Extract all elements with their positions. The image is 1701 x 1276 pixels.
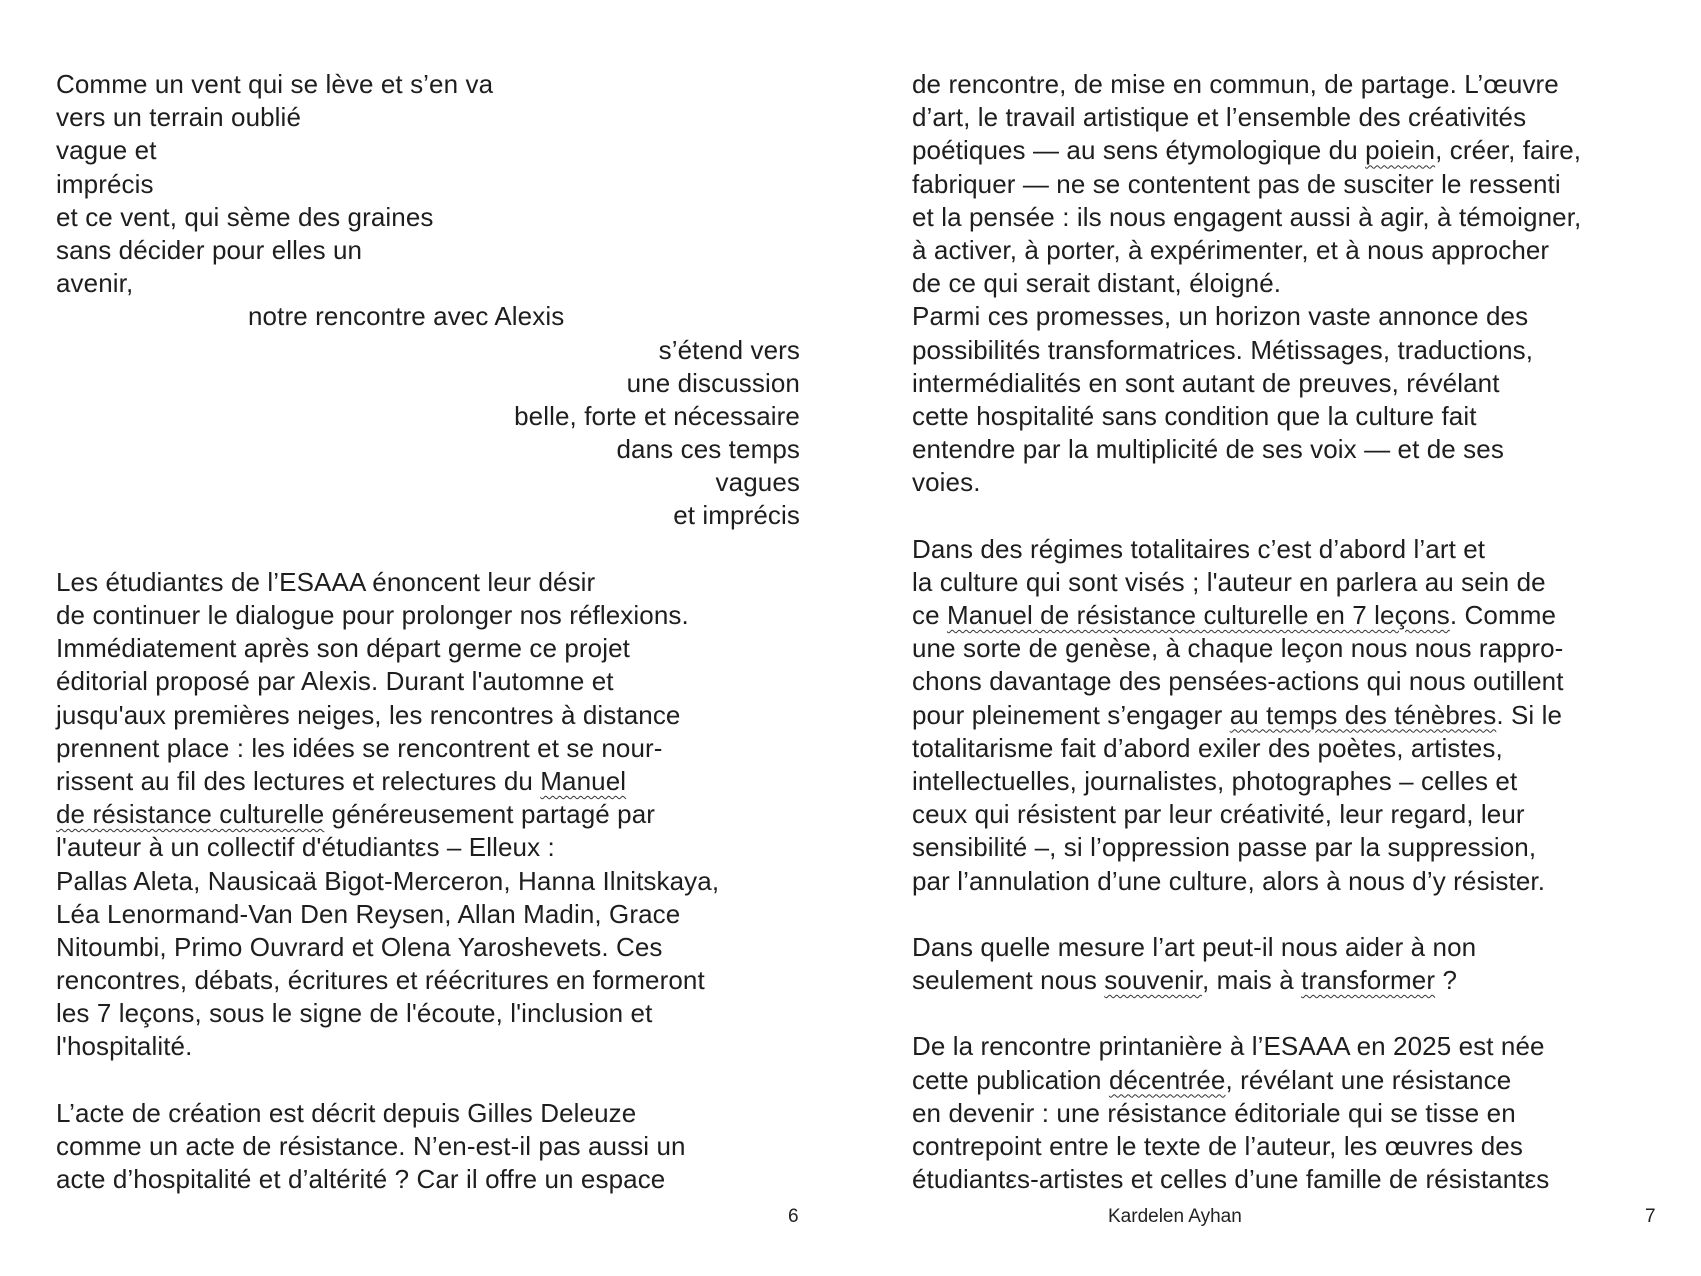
text-line	[912, 699, 1672, 732]
text-line: cette hospitalité sans condition que la culture fait	[912, 400, 1477, 431]
text-segment: . Si le	[1496, 699, 1563, 730]
text-segment: , créer, faire,	[1435, 135, 1582, 166]
paragraph-gap	[56, 1064, 816, 1097]
poem-line: vers un terrain oublié	[56, 102, 301, 133]
right-text-column	[912, 68, 1672, 1196]
paragraph-publication	[912, 1030, 1672, 1196]
text-line: Dans des régimes totalitaires c’est d’abord l’art et	[912, 533, 1486, 564]
book-title-underlined: de résistance culturelle	[56, 799, 325, 830]
text-line	[912, 599, 1672, 632]
paragraph-gap	[912, 898, 1672, 931]
running-head-author: Kardelen Ayhan	[1108, 1206, 1242, 1227]
text-line: et la pensée : ils nous engagent aussi à agir, à témoigner,	[912, 201, 1582, 232]
text-line: Immédiatement après son départ germe ce projet	[56, 633, 630, 664]
paragraph-creation	[56, 1097, 816, 1197]
text-line: de continuer le dialogue pour prolonger nos réflexions.	[56, 600, 689, 630]
page-number: 6	[788, 1206, 799, 1227]
text-line: De la rencontre printanière à l’ESAAA en 2025 est née	[912, 1031, 1545, 1062]
text-line: L’acte de création est décrit depuis Gilles Deleuze	[56, 1097, 637, 1128]
text-segment: , révélant une résistance	[1225, 1064, 1512, 1095]
text-line: une sorte de genèse, à chaque leçon nous nous rappro-	[912, 633, 1564, 664]
text-line: entendre par la multiplicité de ses voix — et de ses	[912, 434, 1504, 465]
text-line: Nitoumbi, Primo Ouvrard et Olena Yaroshevets. Ces	[56, 931, 663, 962]
text-segment: ?	[1435, 965, 1458, 996]
term-underlined: poiein	[1365, 135, 1436, 166]
text-line: en devenir : une résistance éditoriale qui se tisse en	[912, 1097, 1516, 1128]
text-line: par l’annulation d’une culture, alors à nous d’y résister.	[912, 865, 1546, 896]
poem	[56, 68, 816, 533]
text-segment: rissent au fil des lectures et relectures du	[56, 765, 541, 796]
text-line: à activer, à porter, à expérimenter, et à nous approcher	[912, 234, 1550, 265]
text-line: de ce qui serait distant, éloigné.	[912, 268, 1282, 299]
text-segment: pour pleinement s’engager	[912, 699, 1230, 730]
text-segment: cette publication	[912, 1064, 1109, 1095]
text-line: de rencontre, de mise en commun, de partage. L’œuvre	[912, 69, 1559, 99]
text-line	[56, 798, 816, 831]
text-line: comme un acte de résistance. N’en-est-il pas aussi un	[56, 1131, 686, 1161]
paragraph-students	[56, 566, 816, 1064]
text-line	[912, 134, 1672, 167]
poem-line: vague et	[56, 135, 157, 166]
text-line: intermédialités en sont autant de preuves, révélant	[912, 367, 1500, 398]
book-title-underlined: Manuel	[540, 765, 627, 796]
term-underlined: décentrée	[1108, 1064, 1226, 1095]
text-segment: généreusement partagé par	[324, 799, 656, 830]
left-text-column	[56, 68, 816, 1196]
text-line: éditorial proposé par Alexis. Durant l'automne et	[56, 666, 614, 697]
text-line: chons davantage des pensées-actions qui nous outillent	[912, 666, 1564, 697]
term-underlined: transformer	[1301, 965, 1436, 996]
text-line: d’art, le travail artistique et l’ensemble des créativités	[912, 102, 1527, 133]
text-line: Dans quelle mesure l’art peut-il nous aider à non	[912, 931, 1477, 962]
poem-line: et ce vent, qui sème des graines	[56, 201, 434, 232]
text-line: fabriquer — ne se contentent pas de susciter le ressenti	[912, 168, 1561, 199]
term-underlined: souvenir	[1104, 965, 1202, 996]
poem-line-right: et imprécis	[673, 500, 800, 531]
poem-line-right: une discussion	[626, 367, 800, 398]
text-line: l'auteur à un collectif d'étudiantεs – Elleux :	[56, 832, 555, 863]
text-line: sensibilité –, si l’oppression passe par la suppression,	[912, 832, 1537, 863]
poem-line: avenir,	[56, 268, 134, 299]
paragraph-gap	[912, 499, 1672, 532]
text-line: les 7 leçons, sous le signe de l'écoute, l'inclusion et	[56, 998, 653, 1029]
book-title-underlined: Manuel de résistance culturelle en 7 leçons	[946, 600, 1450, 630]
text-line: Pallas Aleta, Nausicaä Bigot-Merceron, Hanna Ilnitskaya,	[56, 865, 720, 896]
poem-line-right: vagues	[715, 467, 800, 498]
text-segment: poétiques — au sens étymologique du	[912, 135, 1366, 166]
poem-line-right: dans ces temps	[616, 434, 800, 465]
text-line: contrepoint entre le texte de l’auteur, les œuvres des	[912, 1131, 1523, 1161]
text-line: possibilités transformatrices. Métissages, traductions,	[912, 334, 1534, 365]
text-line: étudiantεs-artistes et celles d’une famille de résistantεs	[912, 1164, 1550, 1195]
poem-line-right: belle, forte et nécessaire	[514, 400, 800, 431]
text-line: Parmi ces promesses, un horizon vaste annonce des	[912, 301, 1529, 332]
text-line: intellectuelles, journalistes, photographes – celles et	[912, 765, 1518, 796]
term-underlined: au temps des ténèbres	[1229, 699, 1497, 730]
poem-line: imprécis	[56, 168, 154, 199]
text-line: la culture qui sont visés ; l'auteur en parlera au sein de	[912, 566, 1546, 597]
paragraph-totalitarian	[912, 533, 1672, 898]
text-line: jusqu'aux premières neiges, les rencontres à distance	[56, 699, 681, 730]
text-segment: ce	[912, 600, 947, 630]
poem-line-indented: notre rencontre avec Alexis	[248, 301, 565, 332]
paragraph-encounter	[912, 68, 1672, 499]
text-line: ceux qui résistent par leur créativité, leur regard, leur	[912, 799, 1525, 830]
text-line	[912, 964, 1672, 997]
text-segment: , mais à	[1201, 965, 1302, 996]
text-line: prennent place : les idées se rencontrent et se nour-	[56, 732, 663, 763]
text-line: Les étudiantεs de l’ESAAA énoncent leur désir	[56, 566, 596, 597]
paragraph-question	[912, 931, 1672, 997]
text-line: Léa Lenormand-Van Den Reysen, Allan Madin, Grace	[56, 898, 681, 929]
text-segment: . Comme	[1449, 600, 1557, 630]
paragraph-gap	[912, 997, 1672, 1030]
text-line: totalitarisme fait d’abord exiler des poètes, artistes,	[912, 732, 1503, 763]
text-segment: seulement nous	[912, 965, 1105, 996]
poem-line: Comme un vent qui se lève et s’en va	[56, 69, 494, 99]
right-page	[850, 0, 1701, 1276]
text-line: l'hospitalité.	[56, 1031, 193, 1062]
text-line	[56, 765, 816, 798]
text-line: rencontres, débats, écritures et réécritures en formeront	[56, 965, 705, 996]
text-line: acte d’hospitalité et d’altérité ? Car il offre un espace	[56, 1164, 666, 1195]
left-page	[0, 0, 850, 1276]
text-line	[912, 1064, 1672, 1097]
poem-line-right: s’étend vers	[658, 334, 800, 365]
paragraph-gap	[56, 533, 816, 566]
poem-line: sans décider pour elles un	[56, 234, 363, 265]
page-number: 7	[1645, 1206, 1656, 1227]
text-line: voies.	[912, 467, 981, 498]
